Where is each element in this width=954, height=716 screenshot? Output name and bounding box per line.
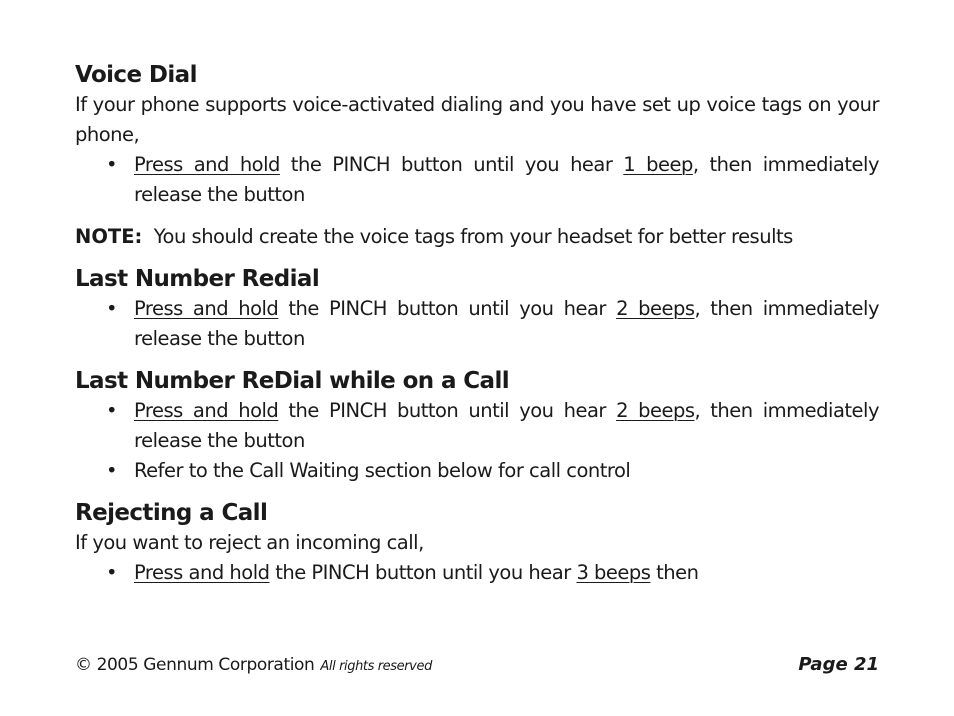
instruction-list [75, 150, 879, 210]
section-title: Last Number ReDial while on a Call [75, 368, 510, 394]
section-intro: If you want to reject an incoming call, [75, 531, 424, 554]
instruction-item [75, 294, 879, 354]
bullet-icon: • [106, 561, 118, 584]
beep-signal: 1 beep [623, 153, 693, 176]
bullet-icon: • [106, 153, 118, 176]
beep-signal: 2 beeps [616, 297, 695, 320]
section-voice-dial [75, 60, 879, 210]
rights-reserved-text: All rights reserved [320, 659, 432, 674]
instruction-item [75, 456, 879, 486]
note-paragraph [75, 222, 879, 252]
section-title: Rejecting a Call [75, 500, 268, 526]
instruction-text: Refer to the Call Waiting section below for call control [134, 459, 631, 482]
section-intro: If your phone supports voice-activated dialing and you have set up voice tags on your phone, [75, 93, 879, 146]
instruction-text: , then immediately release the button [134, 297, 879, 350]
beep-signal: 3 beeps [576, 561, 651, 584]
bullet-icon: • [106, 297, 118, 320]
action-text: Press and hold [134, 297, 279, 320]
section-rejecting-call [75, 498, 879, 588]
instruction-list [75, 294, 879, 354]
instruction-list [75, 396, 879, 486]
page-number: Page 21 [798, 654, 879, 675]
copyright-notice [75, 650, 432, 682]
section-title: Last Number Redial [75, 266, 320, 292]
section-title: Voice Dial [75, 62, 197, 88]
bullet-icon: • [106, 399, 118, 422]
manual-page [75, 60, 879, 588]
action-text: Press and hold [134, 561, 270, 584]
note-text: You should create the voice tags from your headset for better results [153, 225, 793, 248]
instruction-list [75, 558, 879, 588]
note-label: NOTE: [75, 225, 143, 248]
copyright-text: © 2005 Gennum Corporation [75, 655, 315, 675]
beep-signal: 2 beeps [616, 399, 695, 422]
section-last-number-redial [75, 264, 879, 354]
instruction-text: , then immediately release the button [134, 399, 879, 452]
instruction-item [75, 150, 879, 210]
instruction-text: the PINCH button until you hear [278, 297, 617, 320]
instruction-item [75, 396, 879, 456]
instruction-text: the PINCH button until you hear [269, 561, 577, 584]
instruction-text: the PINCH button until you hear [279, 153, 624, 176]
instruction-text: the PINCH button until you hear [278, 399, 617, 422]
action-text: Press and hold [134, 153, 280, 176]
section-redial-on-call [75, 366, 879, 486]
instruction-item [75, 558, 879, 588]
page-footer [75, 650, 879, 680]
action-text: Press and hold [134, 399, 279, 422]
bullet-icon: • [106, 459, 118, 482]
instruction-text: then [650, 561, 699, 584]
instruction-text: , then immediately release the button [134, 153, 879, 206]
